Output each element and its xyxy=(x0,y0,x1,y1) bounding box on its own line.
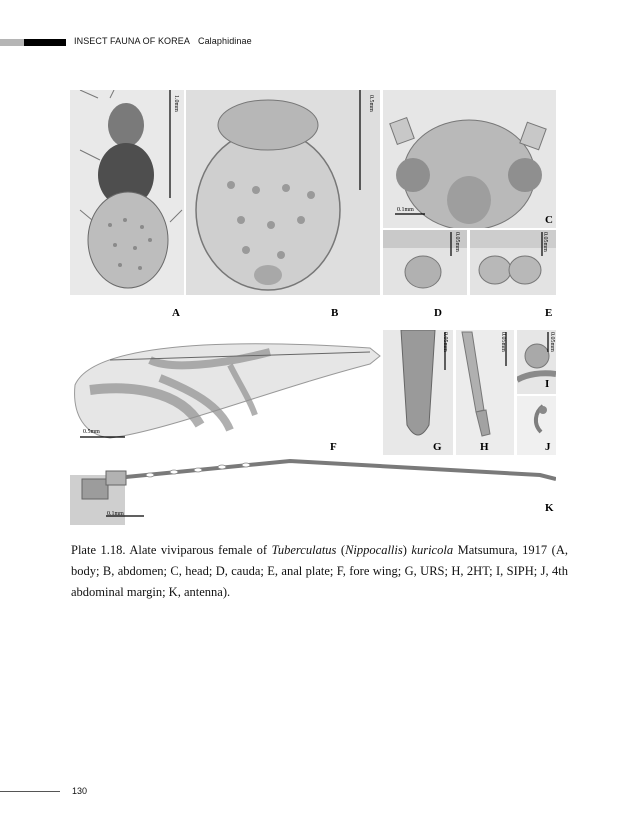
panel-letter-d: D xyxy=(434,307,442,319)
caption-close-paren: ) xyxy=(402,543,412,557)
panel-f-fore-wing-image xyxy=(70,330,382,455)
caption-species: kuricola xyxy=(411,543,454,557)
panel-letter-c: C xyxy=(545,214,553,226)
caption-genus: Tuberculatus xyxy=(271,543,337,557)
scale-label-b: 0.5mm xyxy=(368,95,374,112)
footer-rule xyxy=(0,791,60,792)
scale-label-e: 0.05mm xyxy=(542,232,548,252)
caption-rest: Matsumura, 1917 (A, body; B, abdomen; C, head; D, cauda; E, anal plate; F, fore wing; G, URS; H, 2HT; I, SIPH; J, 4th abdominal margin; K, antenna). xyxy=(71,543,568,599)
panel-letter-h: H xyxy=(480,441,489,453)
scale-label-f: 0.5mm xyxy=(83,429,100,435)
scale-label-c: 0.1mm xyxy=(397,207,414,213)
header-bar-grey xyxy=(0,39,24,46)
panel-letter-g: G xyxy=(433,441,442,453)
header-section: Calaphidinae xyxy=(197,36,252,46)
scale-label-g: 0.05mm xyxy=(442,332,448,352)
running-header xyxy=(74,36,252,46)
header-series: INSECT FAUNA OF KOREA xyxy=(74,36,190,46)
panel-letter-f: F xyxy=(330,441,337,453)
panel-letter-a: A xyxy=(172,307,180,319)
page-number: 130 xyxy=(72,786,88,796)
scale-label-d: 0.05mm xyxy=(454,232,460,252)
plate-caption xyxy=(71,540,568,603)
caption-open-paren: ( xyxy=(336,543,346,557)
scale-label-k: 0.1mm xyxy=(107,511,124,517)
panel-letter-e: E xyxy=(545,307,553,319)
scale-label-i: 0.05mm xyxy=(549,332,555,352)
panel-a-body-image xyxy=(70,90,184,295)
scale-label-h: 0.05mm xyxy=(500,332,506,352)
panel-letter-i: I xyxy=(545,378,550,390)
caption-prefix: Plate 1.18. Alate viviparous female of xyxy=(71,543,272,557)
panel-k-antenna-image xyxy=(70,457,556,525)
caption-subgenus: Nippocallis xyxy=(345,543,403,557)
scale-label-a: 1.0mm xyxy=(173,95,179,112)
panel-letter-b: B xyxy=(331,307,339,319)
header-bar-black xyxy=(24,39,66,46)
panel-letter-j: J xyxy=(545,441,551,453)
panel-b-abdomen-image xyxy=(186,90,380,295)
panel-letter-k: K xyxy=(545,502,554,514)
